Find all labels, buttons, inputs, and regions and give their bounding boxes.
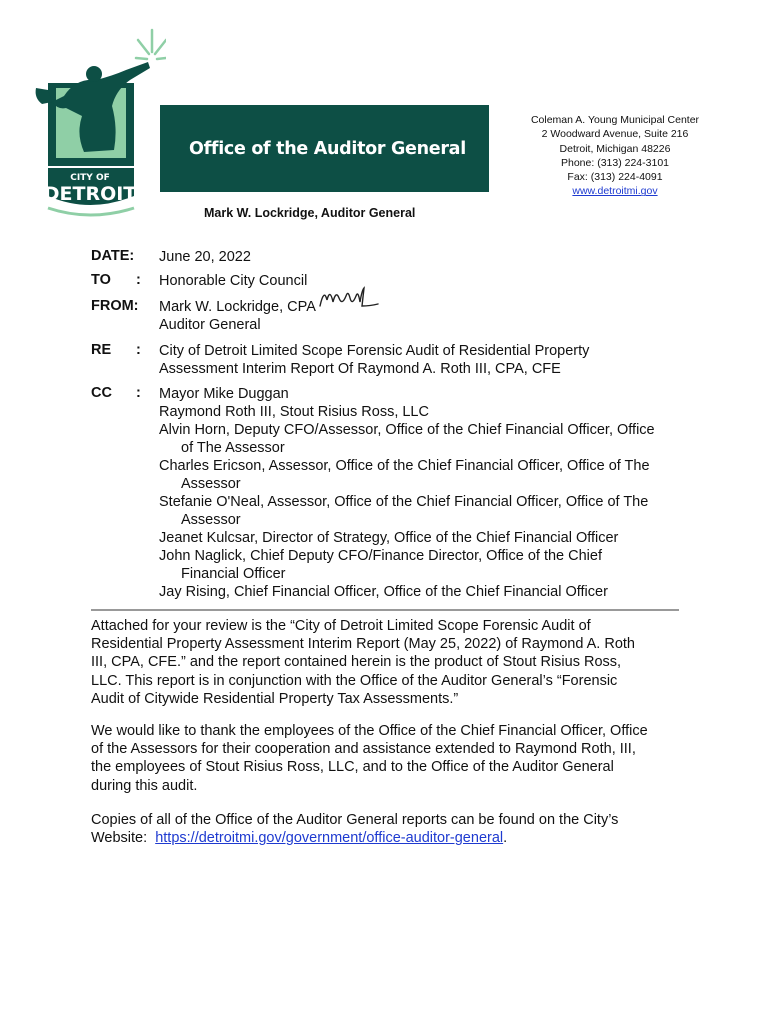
address-line: Detroit, Michigan 48226 xyxy=(559,142,671,155)
date-label: DATE: xyxy=(91,248,135,264)
office-banner xyxy=(160,105,489,192)
paragraph-line xyxy=(91,829,691,847)
paragraph-attached xyxy=(91,617,691,708)
cc-item: Charles Ericson, Assessor, Office of the Chief Financial Officer, Office of The xyxy=(159,458,650,474)
cc-label: CC xyxy=(91,385,112,401)
period: . xyxy=(503,830,508,847)
logo-text-detroit: DETROIT xyxy=(43,183,137,205)
address-line: Coleman A. Young Municipal Center xyxy=(530,114,700,126)
phone-line: Phone: (313) 224-3101 xyxy=(561,156,669,169)
cc-item: Stefanie O'Neal, Assessor, Office of the Chief Financial Officer, Office of The xyxy=(159,494,649,510)
report-website-link[interactable]: https://detroitmi.gov/government/office-auditor-general xyxy=(155,830,504,847)
paragraph-line: III, CPA, CFE.” and the report contained herein is the product of Stout Risius Ross, xyxy=(91,654,622,671)
paragraph-line: We would like to thank the employees of the Office of the Chief Financial Officer, Office xyxy=(91,723,648,739)
cc-item: Jeanet Kulcsar, Director of Strategy, Office of the Chief Financial Officer xyxy=(159,530,619,546)
paragraph-line: during this audit. xyxy=(91,777,198,794)
divider xyxy=(91,609,679,611)
cc-item-cont: Assessor xyxy=(181,476,241,492)
website-label: Website: xyxy=(91,830,156,847)
re-line: City of Detroit Limited Scope Forensic Audit of Residential Property xyxy=(159,343,590,359)
re-label: RE xyxy=(91,342,112,358)
to-value: Honorable City Council xyxy=(159,273,308,289)
paragraph-line: the employees of Stout Risius Ross, LLC, and to the Office of the Auditor General xyxy=(91,759,614,776)
paragraph-line: of the Assessors for their cooperation and assistance extended to Raymond Roth, III, xyxy=(91,741,636,758)
website-link[interactable]: www.detroitmi.gov xyxy=(572,185,658,198)
paragraph-line: LLC. This report is in conjunction with the Office of the Auditor General’s “Forensic xyxy=(91,672,618,689)
cc-item-cont: Assessor xyxy=(181,512,241,528)
re-value xyxy=(159,342,589,378)
address-block xyxy=(510,113,720,199)
date-value: June 20, 2022 xyxy=(159,249,251,265)
from-value xyxy=(159,298,316,334)
cc-colon: : xyxy=(136,385,141,401)
to-colon: : xyxy=(136,272,141,288)
paragraph-line: Residential Property Assessment Interim Report (May 25, 2022) of Raymond A. Roth xyxy=(91,636,635,653)
cc-item-cont: Financial Officer xyxy=(181,566,286,582)
paragraph-line: Attached for your review is the “City of Detroit Limited Scope Forensic Audit of xyxy=(91,618,591,634)
handwritten-signature xyxy=(318,284,380,319)
cc-item-cont: of The Assessor xyxy=(181,440,285,456)
city-of-detroit-logo xyxy=(26,18,166,228)
banner-title: Office of the Auditor General xyxy=(189,139,466,159)
re-colon: : xyxy=(136,342,141,358)
to-label: TO xyxy=(91,272,111,288)
paragraph-line: Copies of all of the Office of the Auditor General reports can be found on the City’s xyxy=(91,812,619,828)
auditor-general-line: Mark W. Lockridge, Auditor General xyxy=(204,206,416,220)
paragraph-thanks xyxy=(91,722,691,795)
cc-item: John Naglick, Chief Deputy CFO/Finance Director, Office of the Chief xyxy=(159,548,602,564)
cc-item: Raymond Roth III, Stout Risius Ross, LLC xyxy=(159,404,429,420)
sun-rays-icon xyxy=(136,30,166,59)
cc-item: Alvin Horn, Deputy CFO/Assessor, Office of the Chief Financial Officer, Office xyxy=(159,422,655,438)
from-title: Auditor General xyxy=(159,317,261,333)
cc-item: Jay Rising, Chief Financial Officer, Office of the Chief Financial Officer xyxy=(159,584,608,600)
from-name: Mark W. Lockridge, CPA xyxy=(159,299,316,315)
paragraph-copies xyxy=(91,811,691,847)
cc-list xyxy=(159,385,655,601)
logo-text-city-of: CITY OF xyxy=(70,173,110,183)
fax-line: Fax: (313) 224-4091 xyxy=(567,171,663,184)
re-line: Assessment Interim Report Of Raymond A. Roth III, CPA, CFE xyxy=(159,361,561,377)
address-line: 2 Woodward Avenue, Suite 216 xyxy=(541,128,689,141)
paragraph-line: Audit of Citywide Residential Property Tax Assessments.” xyxy=(91,690,459,707)
cc-item: Mayor Mike Duggan xyxy=(159,386,289,402)
from-label: FROM: xyxy=(91,298,139,314)
